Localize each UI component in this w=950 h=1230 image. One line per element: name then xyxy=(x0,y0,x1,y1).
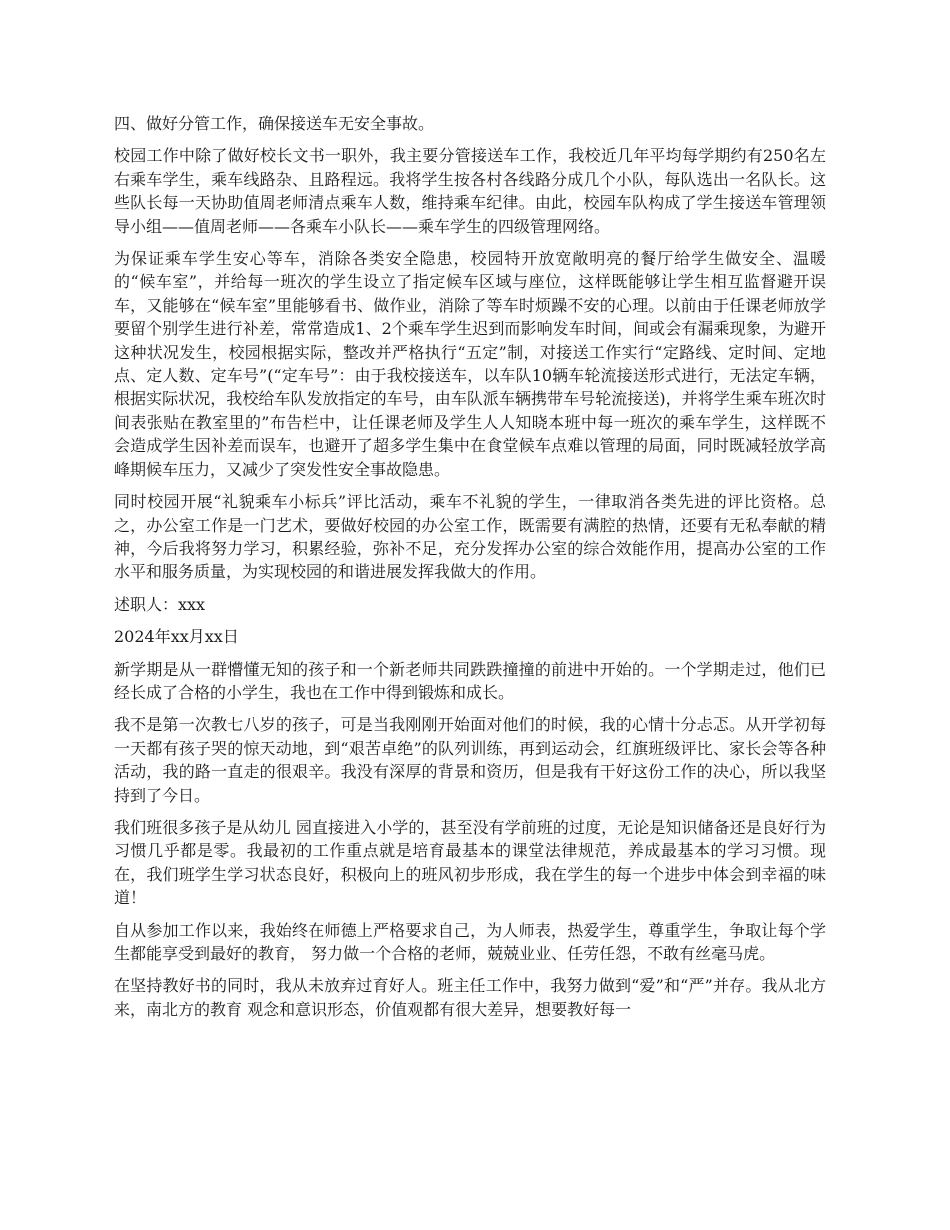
section-heading: 四、做好分管工作，确保接送车无安全事故。 xyxy=(114,114,435,133)
document-body xyxy=(114,112,826,1030)
paragraph-first-time: 我不是第一次教七八岁的孩子，可是当我刚刚开始面对他们的时候，我的心情十分忐忑。从开学初每一天都有孩子哭的惊天动地，到“艰苦卓绝”的队列训练，再到运动会，红旗班级评比、家长会等各种活动，我的路一直走的很艰辛。我没有深厚的背景和资历，但是我有干好这份工作的决心，所以我坚持到了今日。 xyxy=(114,715,826,805)
paragraph-summary: 同时校园开展“礼貌乘车小标兵”评比活动，乘车不礼貌的学生，一律取消各类先进的评比资格。总之，办公室工作是一门艺术，要做好校园的办公室工作，既需要有满腔的热情，还要有无私奉献的精神，今后我将努力学习，积累经验，弥补不足，充分发挥办公室的综合效能作用，提高办公室的工作水平和服务质量，为实现校园的和谐进展发挥我做大的作用。 xyxy=(114,492,826,582)
report-date: 2024年xx月xx日 xyxy=(114,627,239,647)
reporter-signature: 述职人：xxx xyxy=(114,594,206,614)
paragraph-teacher-ethics: 自从参加工作以来，我始终在师德上严格要求自己，为人师表，热爱学生，尊重学生，争取让每个学生都能享受到最好的教育， 努力做一个合格的老师，兢兢业业、任劳任怨，不敢有丝毫马虎。 xyxy=(114,920,826,963)
paragraph-class-teacher: 在坚持教好书的同时，我从未放弃过育好人。班主任工作中，我努力做到“爱”和“严”并存。我从北方来，南北方的教育 观念和意识形态，价值观都有很大差异，想要教好每一 xyxy=(114,976,826,1019)
paragraph-kindergarten: 我们班很多孩子是从幼儿 园直接进入小学的，甚至没有学前班的过度，无论是知识储备还是良好行为习惯几乎都是零。我最初的工作重点就是培育最基本的课堂法律规范，养成最基本的学习习惯。现在，我们班学生学习状态良好，积极向上的班风初步形成，我在学生的每一个进步中体会到幸福的味道！ xyxy=(114,817,826,908)
paragraph-bus-management: 校园工作中除了做好校长文书一职外，我主要分管接送车工作，我校近几年平均每学期约有250名左右乘车学生，乘车线路杂、且路程远。我将学生按各村各线路分成几个小队，每队选出一名队长。这些队长每一天协助值周老师清点乘车人数，维持乘车纪律。由此，校园车队构成了学生接送车管理领导小组——值周老师——各乘车小队长——乘车学生的四级管理网络。 xyxy=(114,146,826,236)
paragraph-new-semester: 新学期是从一群懵懂无知的孩子和一个新老师共同跌跌撞撞的前进中开始的。一个学期走过，他们已经长成了合格的小学生，我也在工作中得到锻炼和成长。 xyxy=(114,659,826,702)
paragraph-waiting-room: 为保证乘车学生安心等车，消除各类安全隐患，校园特开放宽敞明亮的餐厅给学生做安全、温暖的“候车室”，并给每一班次的学生设立了指定候车区域与座位，这样既能够让学生相互监督避开误车，又能够在“候车室”里能够看书、做作业，消除了等车时烦躁不安的心理。以前由于任课老师放学要留个别学生进行补差，常常造成1、2个乘车学生迟到而影响发车时间，间或会有漏乘现象，为避开这种状况发生，校园根据实际，整改并严格执行“五定”制，对接送工作实行“定路线、定时间、定地点、定人数、定车号”(“定车号”：由于我校接送车，以车队10辆车轮流接送形式进行，无法定车辆，根据实际状况，我校给车队发放指定的车号，由车队派车辆携带车号轮流接送)，并将学生乘车班次时间表张贴在教室里的”布告栏中，让任课老师及学生人人知晓本班中每一班次的乘车学生，这样既不会造成学生因补差而误车，也避开了超多学生集中在食堂候车点难以管理的局面，同时既减轻放学高峰期候车压力，又减少了突发性安全事故隐患。 xyxy=(114,249,826,479)
